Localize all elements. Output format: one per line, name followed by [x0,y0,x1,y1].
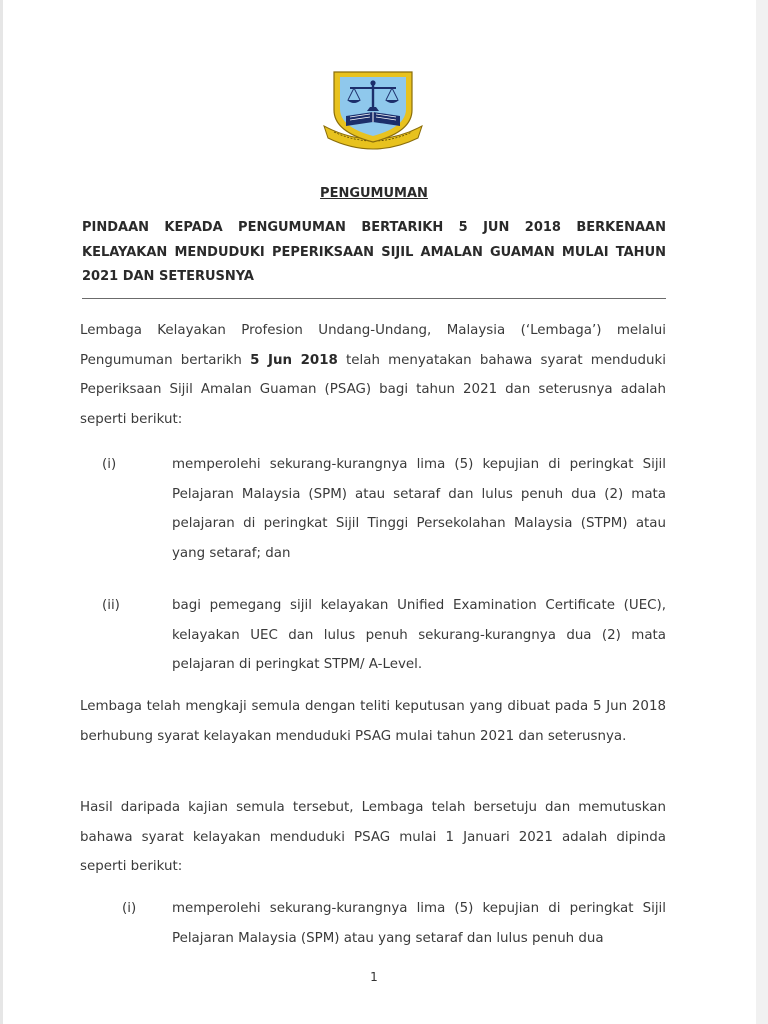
paragraph-intro [80,316,666,434]
paragraph-decision: Hasil daripada kajian semula tersebut, Lembaga telah bersetuju dan memutuskan bahawa syarat kelayakan menduduki PSAG mulai 1 Januari 2021 adalah dipinda seperti berikut: [80,800,666,874]
list-item [102,450,666,568]
list-item-number: (i) [102,457,117,472]
list-item-text: memperolehi sekurang-kurangnya lima (5) kepujian di peringkat Sijil Pelajaran Malaysia (SPM) atau yang setaraf dan lulus penuh dua [172,901,666,946]
paragraph-intro-text-2: telah menyatakan bahawa syarat menduduki Peperiksaan Sijil Amalan Guaman (PSAG) bagi tahun 2021 dan seterusnya adalah seperti berikut: [80,352,666,427]
document-heading: PINDAAN KEPADA PENGUMUMAN BERTARIKH 5 JUN 2018 BERKENAAN KELAYAKAN MENDUDUKI PEPERIKSAAN SIJIL AMALAN GUAMAN MULAI TAHUN 2021 DAN SETERUSNYA [82,220,666,284]
list-item-number: (i) [122,901,137,916]
crest-logo-icon [320,66,426,156]
paragraph-intro-date: 5 Jun 2018 [250,352,338,368]
list-item-text: memperolehi sekurang-kurangnya lima (5) kepujian di peringkat Sijil Pelajaran Malaysia (SPM) atau setaraf dan lulus penuh dua (2) mata pelajaran di peringkat Sijil Tinggi Persekolahan Malaysia (STPM) atau yang setaraf; dan [172,457,666,561]
document-title: PENGUMUMAN [320,186,428,201]
list-item [102,591,666,680]
heading-divider [82,298,666,299]
page-right-edge [756,0,768,1024]
paragraph-review: Lembaga telah mengkaji semula dengan teliti keputusan yang dibuat pada 5 Jun 2018 berhubung syarat kelayakan menduduki PSAG mulai tahun 2021 dan seterusnya. [80,699,666,744]
list-item-text: bagi pemegang sijil kelayakan Unified Examination Certificate (UEC), kelayakan UEC dan lulus penuh sekurang-kurangnya dua (2) mata pelajaran di peringkat STPM/ A-Level. [172,598,666,672]
list-item-number: (ii) [102,598,120,613]
paragraph-intro-text-1: Lembaga Kelayakan Profesion Undang-Undang, Malaysia (‘Lembaga’) melalui Pengumuman bertarikh [80,323,666,368]
page-number: 1 [370,970,378,984]
list-item [102,894,666,953]
page-left-edge [0,0,3,1024]
